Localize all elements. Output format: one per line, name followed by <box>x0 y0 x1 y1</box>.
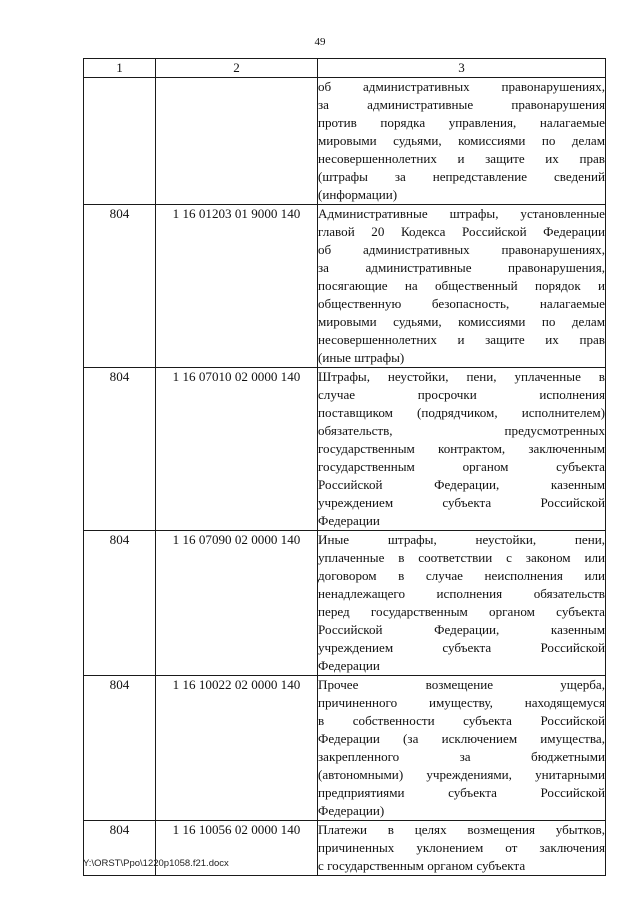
description-line: Федерации (за исключением имущества, <box>318 731 605 746</box>
description-line: Прочее возмещение ущерба, <box>318 677 605 692</box>
revenue-description-cell <box>318 78 606 205</box>
description-line: (информации) <box>318 187 398 202</box>
header-col-1: 1 <box>84 59 156 78</box>
description-line: (автономными) учреждениями, унитарными <box>318 767 605 782</box>
description-line: Административные штрафы, установленные <box>318 206 605 221</box>
description-line: за административные правонарушения <box>318 97 605 112</box>
table-row <box>84 205 606 368</box>
description-line: Штрафы, неустойки, пени, уплаченные в <box>318 369 605 384</box>
description-line: причиненного имуществу, находящемуся <box>318 695 605 710</box>
description-line: мировыми судьями, комиссиями по делам <box>318 133 605 148</box>
description-line: Российской Федерации, казенным <box>318 477 605 492</box>
admin-code-cell: 804 <box>84 205 156 368</box>
budget-classification-code-cell: 1 16 07010 02 0000 140 <box>156 368 318 531</box>
description-line: Платежи в целях возмещения убытков, <box>318 822 605 837</box>
header-col-3: 3 <box>318 59 606 78</box>
budget-classification-code-cell: 1 16 10056 02 0000 140 <box>156 821 318 876</box>
description-line: Иные штрафы, неустойки, пени, <box>318 532 605 547</box>
description-line: Российской Федерации, казенным <box>318 622 605 637</box>
description-line: (штрафы за непредставление сведений <box>318 169 605 184</box>
description-line: несовершеннолетних и защите их прав <box>318 151 605 166</box>
budget-classification-code-cell: 1 16 07090 02 0000 140 <box>156 531 318 676</box>
description-line: учреждением субъекта Российской <box>318 640 605 655</box>
description-line: посягающие на общественный порядок и <box>318 278 605 293</box>
description-line: закрепленного за бюджетными <box>318 749 605 764</box>
table-row <box>84 676 606 821</box>
description-line: Федерации) <box>318 803 385 818</box>
description-line: Федерации <box>318 658 380 673</box>
admin-code-cell: 804 <box>84 676 156 821</box>
description-line: общественную безопасность, налагаемые <box>318 296 605 311</box>
description-line: договором в случае неисполнения или <box>318 568 605 583</box>
description-line: случае просрочки исполнения <box>318 387 605 402</box>
table-header-row <box>84 59 606 78</box>
admin-code-cell <box>84 78 156 205</box>
description-line: несовершеннолетних и защите их прав <box>318 332 605 347</box>
admin-code-cell: 804 <box>84 821 156 876</box>
revenue-description-cell <box>318 205 606 368</box>
description-line: главой 20 Кодекса Российской Федерации <box>318 224 605 239</box>
description-line: поставщиком (подрядчиком, исполнителем) <box>318 405 605 420</box>
admin-code-cell: 804 <box>84 531 156 676</box>
table-row <box>84 368 606 531</box>
table-row <box>84 78 606 205</box>
description-line: государственным контрактом, заключенным <box>318 441 605 456</box>
description-line: учреждением субъекта Российской <box>318 495 605 510</box>
revenue-description-cell <box>318 368 606 531</box>
budget-codes-table <box>83 58 606 876</box>
description-line: уплаченные в соответствии с законом или <box>318 550 605 565</box>
description-line: за административные правонарушения, <box>318 260 605 275</box>
description-line: мировыми судьями, комиссиями по делам <box>318 314 605 329</box>
description-line: против порядка управления, налагаемые <box>318 115 605 130</box>
header-col-2: 2 <box>156 59 318 78</box>
budget-classification-code-cell <box>156 78 318 205</box>
description-line: Федерации <box>318 513 380 528</box>
description-line: причиненных уклонением от заключения <box>318 840 605 855</box>
description-line: об административных правонарушениях, <box>318 79 605 94</box>
file-path-footer: Y:\ORST\Ppo\1220p1058.f21.docx <box>83 858 229 869</box>
description-line: предприятиями субъекта Российской <box>318 785 605 800</box>
description-line: в собственности субъекта Российской <box>318 713 605 728</box>
description-line: об административных правонарушениях, <box>318 242 605 257</box>
description-line: обязательств, предусмотренных <box>318 423 605 438</box>
revenue-description-cell <box>318 821 606 876</box>
budget-classification-code-cell: 1 16 10022 02 0000 140 <box>156 676 318 821</box>
description-line: (иные штрафы) <box>318 350 405 365</box>
table-row <box>84 531 606 676</box>
revenue-description-cell <box>318 676 606 821</box>
description-line: ненадлежащего исполнения обязательств <box>318 586 605 601</box>
description-line: государственным органом субъекта <box>318 459 605 474</box>
revenue-description-cell <box>318 531 606 676</box>
description-line: с государственным органом субъекта <box>318 858 526 873</box>
budget-classification-code-cell: 1 16 01203 01 9000 140 <box>156 205 318 368</box>
page-number: 49 <box>314 36 326 48</box>
description-line: перед государственным органом субъекта <box>318 604 605 619</box>
admin-code-cell: 804 <box>84 368 156 531</box>
